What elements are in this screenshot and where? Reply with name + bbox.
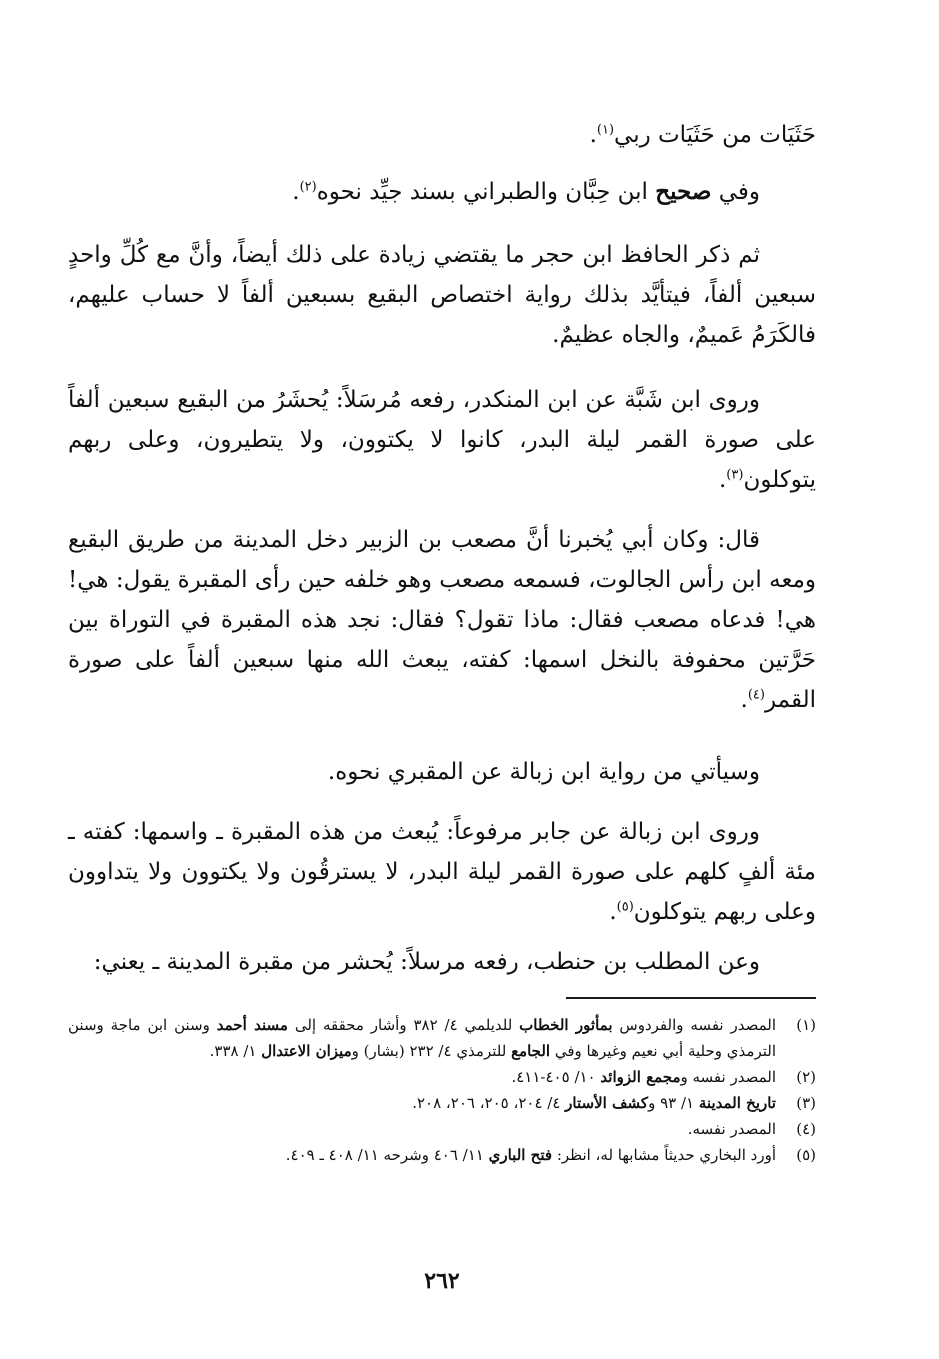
footnote-3 [68,1090,816,1116]
paragraph [68,380,816,500]
footnote-part: للديلمي ٤/ ٣٨٢ وأشار محققه إلى [287,1016,520,1034]
paragraph [68,172,816,212]
paragraph-body: وروى ابن شَبَّة عن ابن المنكدر، رفعه مُرسَلاً: يُحشَرُ من البقيع سبعين ألفاً على صورة القمر ليلة البدر، كانوا لا يكتوون، ولا يتطيرون، وعلى ربهم يتوكلون [68,387,816,493]
paragraph-text [68,172,816,212]
cited-title: تاريخ المدينة [698,1094,776,1112]
cited-title: مسند أحمد [216,1016,288,1034]
footnote-part: المصدر نفسه. [687,1120,776,1138]
paragraph [68,812,816,932]
cited-title: ميزان الاعتدال [261,1042,352,1060]
footnote-ref[interactable]: (٣) [726,467,744,483]
paragraph [68,752,816,792]
footnote-part: ١/ ٣٣٨. [209,1042,262,1060]
cited-title: فتح الباري [488,1146,553,1164]
footnote-separator [566,997,816,999]
book-title: صحيح [655,178,712,205]
book-page [68,0,816,1359]
cited-title: بمأثور الخطاب [519,1016,613,1034]
paragraph-text [68,380,816,500]
paragraph-text: وعن المطلب بن حنطب، رفعه مرسلاً: يُحشر من مقبرة المدينة ـ يعني: [93,949,760,975]
paragraph-text [68,115,816,155]
footnote-number: (١) [796,1016,816,1034]
cited-title: الجامع [511,1042,551,1060]
paragraph [68,115,816,155]
cited-title: مجمع الزوائد [600,1068,681,1086]
footnote-4 [68,1116,816,1142]
footnote-number: (٥) [796,1146,816,1164]
paragraph-tail: . [740,687,748,713]
footnote-ref[interactable]: (١) [596,122,615,138]
paragraph-prefix: وفي [711,179,760,205]
footnote-1 [68,1012,816,1064]
paragraph-body: حَثَيَات من حَثَيَات ربي [614,122,816,148]
footnote-text [68,1116,776,1142]
paragraph-body: وروى ابن زبالة عن جابر مرفوعاً: يُبعث من هذه المقبرة ـ واسمها: كفته ـ مئة ألفٍ كلهم على صورة القمر ليلة البدر، لا يسترقُون ولا يكتوون ولا يتداوون وعلى ربهم يتوكلون [68,819,816,925]
cited-title: كشف الأستار [565,1094,649,1112]
footnote-text [68,1012,776,1064]
footnote-number: (٤) [796,1120,816,1138]
paragraph-text: وسيأتي من رواية ابن زبالة عن المقبري نحوه. [327,759,760,785]
footnote-part: للترمذي ٤/ ٢٣٢ (بشار) و [351,1042,512,1060]
footnote-text [68,1064,776,1090]
paragraph [68,235,816,355]
footnote-part: ٤/ ٢٠٤، ٢٠٥، ٢٠٦، ٢٠٨. [412,1094,566,1112]
footnote-part: ١١/ ٤٠٦ وشرحه ١١/ ٤٠٨ ـ ٤٠٩. [285,1146,489,1164]
footnote-ref[interactable]: (٢) [299,179,317,195]
footnote-part: ١/ ٩٣ و [648,1094,699,1112]
paragraph-body: ابن حِبَّان والطبراني بسند جيِّد نحوه [316,179,656,205]
paragraph-tail: . [609,899,617,925]
footnote-2 [68,1064,816,1090]
footnote-part: المصدر نفسه و [680,1068,776,1086]
footnote-ref[interactable]: (٤) [747,687,765,703]
footnote-text [68,1142,776,1168]
footnote-5 [68,1142,816,1168]
page-number: ٢٦٢ [424,1268,460,1294]
paragraph [68,520,816,720]
paragraph-tail: . [292,179,300,205]
paragraph-text: ثم ذكر الحافظ ابن حجر ما يقتضي زيادة على ذلك أيضاً، وأنَّ مع كُلِّ واحدٍ سبعين ألفاً، فيتأيَّد بذلك رواية اختصاص البقيع بسبعين ألفاً لا حساب عليهم، فالكَرَمُ عَميمٌ، والجاه عظيمٌ. [68,242,816,348]
footnote-ref[interactable]: (٥) [616,899,634,915]
footnote-part: وسنن ابن ماجة وسنن الترمذي وحلية أبي نعيم وغيرها وفي [68,1016,776,1060]
paragraph-tail: . [718,467,727,493]
paragraph-tail: . [589,122,597,148]
paragraph-text [68,520,816,720]
footnote-part: المصدر نفسه والفردوس [612,1016,777,1034]
footnote-number: (٣) [796,1094,816,1112]
paragraph [68,942,816,982]
paragraph-body: قال: وكان أبي يُخبرنا أنَّ مصعب بن الزبير دخل المدينة من طريق البقيع ومعه ابن رأس الجالوت، فسمعه مصعب وهو خلفه حين رأى المقبرة يقول: هي! هي! فدعاه مصعب فقال: ماذا تقول؟ فقال: نجد هذه المقبرة في التوراة بين حَرَّتين محفوفة بالنخل اسمها: كفته، يبعث الله منها سبعين ألفاً على صورة القمر [68,527,816,713]
footnotes-section [68,1012,816,1168]
footnote-part: ١٠/ ٤٠٥-٤١١. [511,1068,601,1086]
footnote-part: أورد البخاري حديثاً مشابها له، انظر: [552,1146,776,1164]
paragraph-text [68,812,816,932]
footnote-text [68,1090,776,1116]
footnote-number: (٢) [796,1068,816,1086]
